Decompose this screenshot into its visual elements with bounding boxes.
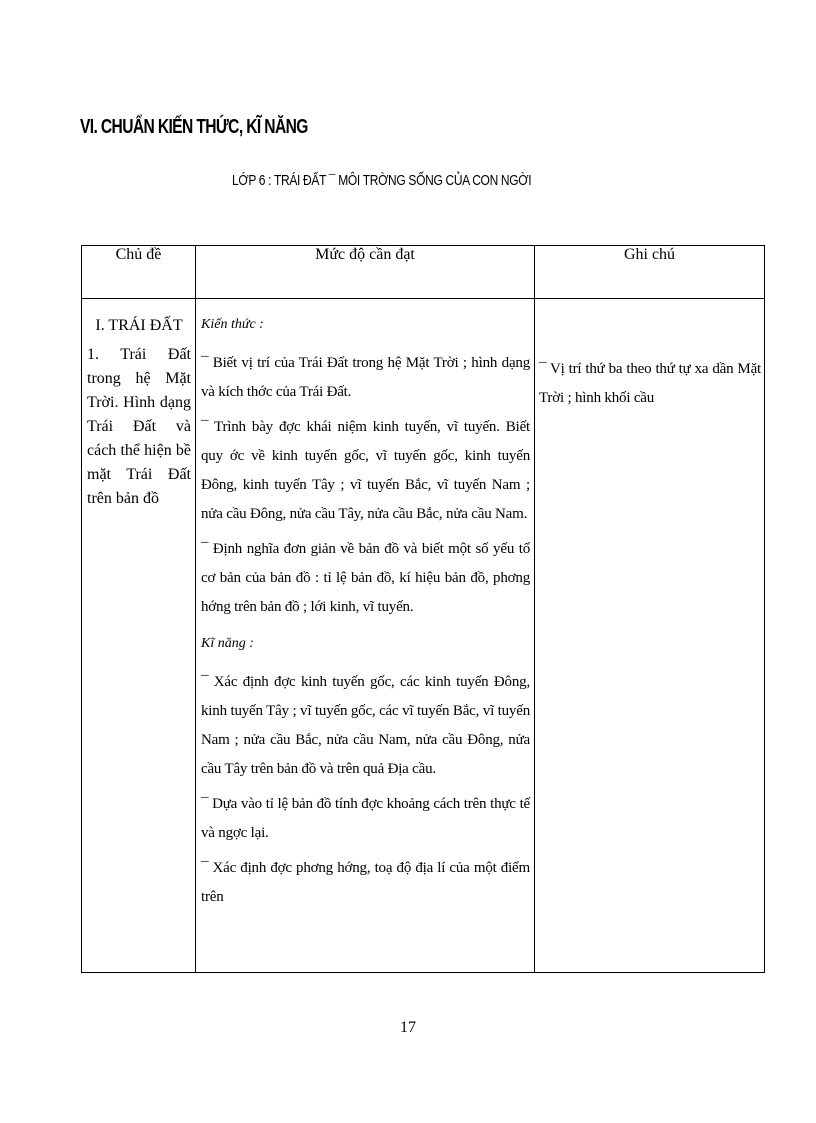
knowledge-item: ¯ Trình bày đợc khái niệm kinh tuyến, vĩ tuyến. Biết quy ớc về kinh tuyến gốc, vĩ tuyến gốc, kinh tuyến Đông, kinh tuyến Tây ; vĩ tuyến Bắc, vĩ tuyến Nam ; nửa cầu Đông, nửa cầu Tây, nửa cầu Bắc, nửa cầu Nam.	[201, 419, 530, 522]
header-note: Ghi chú	[535, 246, 765, 299]
table-header-row	[82, 246, 765, 299]
header-topic: Chủ đề	[82, 246, 196, 299]
header-level: Mức độ cần đạt	[196, 246, 535, 299]
knowledge-label: Kiến thức :	[201, 317, 264, 332]
level-cell	[196, 299, 535, 973]
skill-label: Kĩ năng :	[201, 636, 254, 651]
table-row	[82, 299, 765, 973]
knowledge-item: ¯ Biết vị trí của Trái Đất trong hệ Mặt Trời ; hình dạng và kích thớc của Trái Đất.	[201, 355, 530, 400]
page-number: 17	[400, 1019, 416, 1036]
note-text: ¯ Vị trí thứ ba theo thứ tự xa dần Mặt Trời ; hình khối cầu	[539, 361, 761, 406]
topic-cell	[82, 299, 196, 973]
skill-item: ¯ Xác định đợc kinh tuyến gốc, các kinh tuyến Đông, kinh tuyến Tây ; vĩ tuyến gốc, các vĩ tuyến Bắc, vĩ tuyến Nam ; nửa cầu Bắc, nửa cầu Nam, nửa cầu Đông, nửa cầu Tây trên bản đồ và trên quả Địa cầu.	[201, 674, 530, 777]
topic-title: I. TRÁI ĐẤT	[95, 317, 183, 334]
section-heading: VI. CHUẨN KIẾN THỨC, KĨ NĂNG	[80, 116, 308, 138]
topic-description: 1. Trái Đất trong hệ Mặt Trời. Hình dạng Trái Đất và cách thể hiện bề mặt Trái Đất trên bản đồ	[87, 346, 191, 507]
knowledge-item: ¯ Định nghĩa đơn giản về bản đồ và biết một số yếu tố cơ bản của bản đồ : tỉ lệ bản đồ, kí hiệu bản đồ, phơng hớng trên bản đồ ; lới kinh, vĩ tuyến.	[201, 541, 530, 615]
skill-item: ¯ Xác định đợc phơng hớng, toạ độ địa lí của một điểm trên	[201, 860, 530, 905]
standards-table	[81, 245, 765, 973]
note-cell	[535, 299, 765, 973]
skill-item: ¯ Dựa vào tỉ lệ bản đồ tính đợc khoảng cách trên thực tế và ngợc lại.	[201, 796, 530, 841]
section-subheading: LỚP 6 : TRÁI ĐẤT ¯ MÔI TRỜNG SỐNG CỦA CON NGỜI	[232, 172, 532, 189]
